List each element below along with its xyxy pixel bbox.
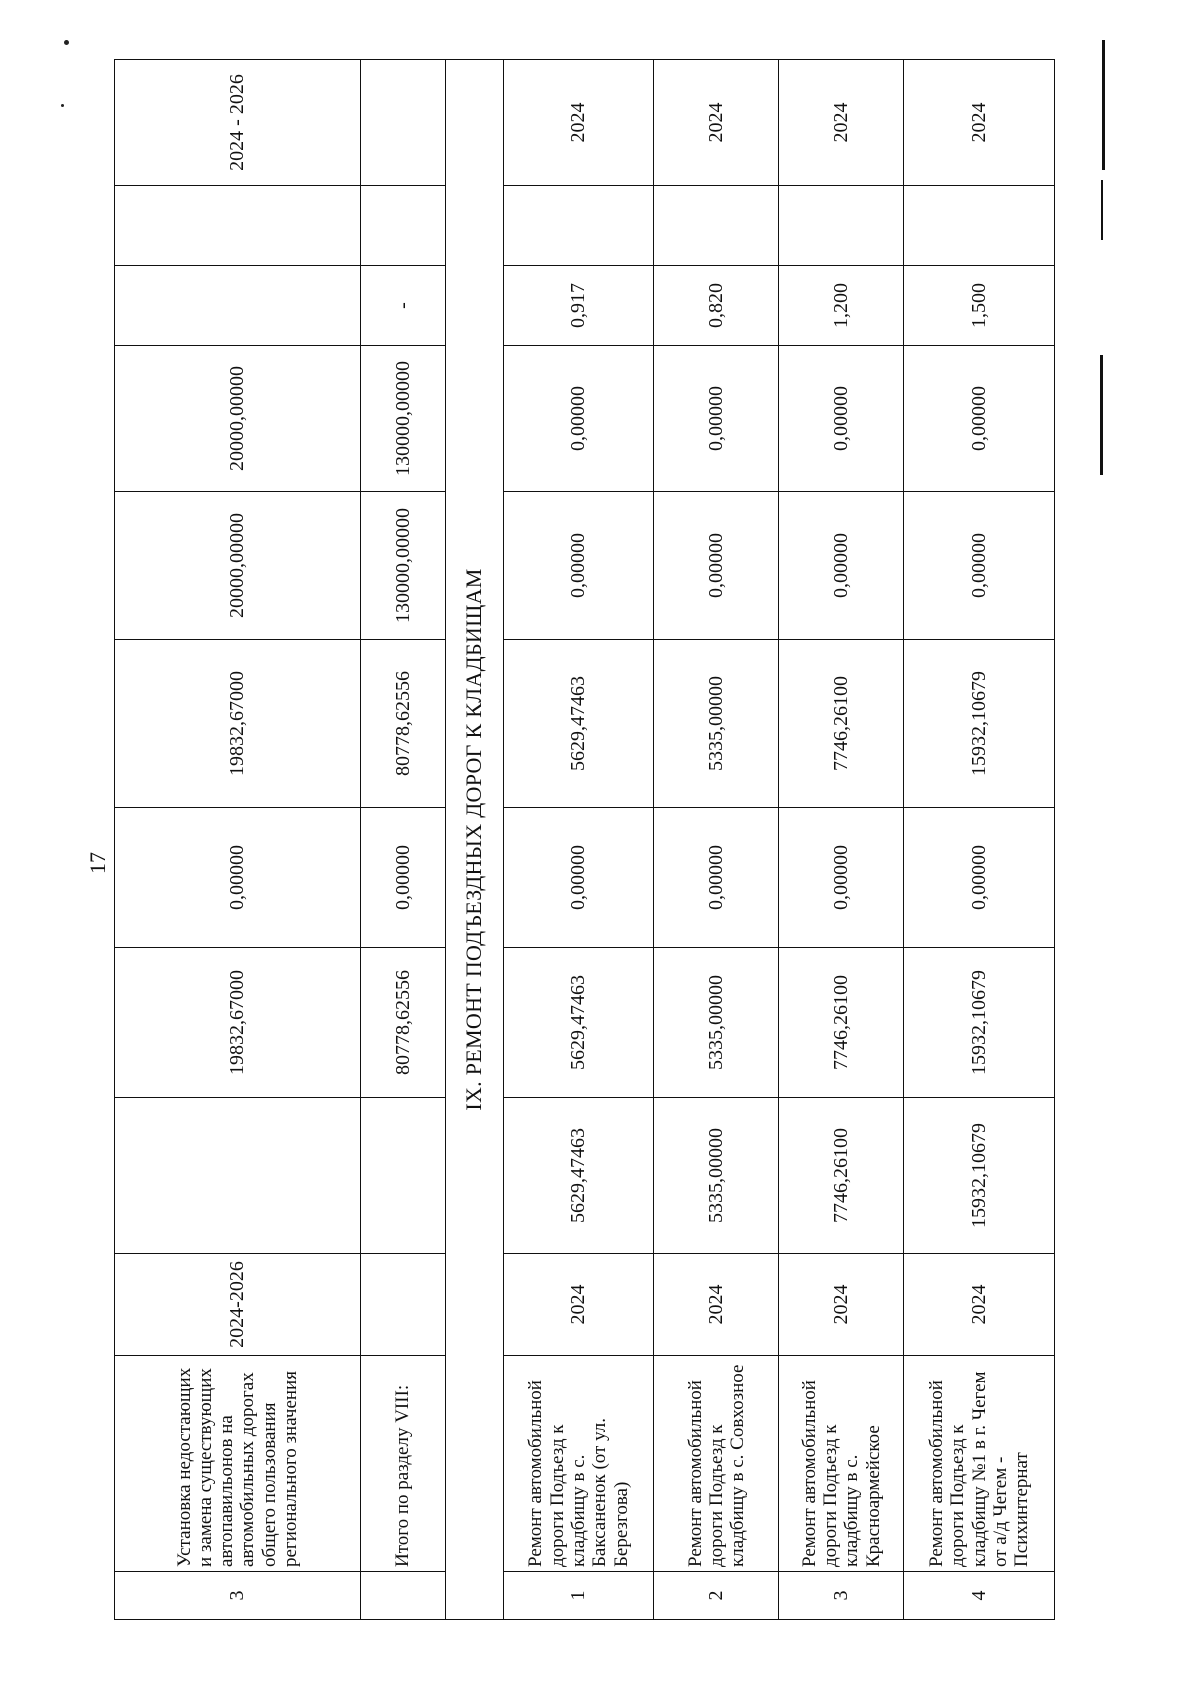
amount-cell: 0,00000	[503, 808, 653, 948]
amount-cell: 0,00000	[503, 492, 653, 640]
amount-cell: 15932,10679	[904, 948, 1055, 1098]
table-row	[360, 60, 445, 1620]
scan-edge-mark	[1100, 355, 1103, 475]
table-row	[654, 60, 779, 1620]
implementation-period: 2024	[779, 1254, 904, 1356]
empty-cell	[360, 186, 445, 266]
empty-cell	[654, 186, 779, 266]
scan-dot	[61, 104, 64, 107]
amount-cell: 20000,00000	[115, 346, 361, 492]
measure-name: Ремонт автомобильной дороги Подъезд к кладбищу в с. Совхозное	[654, 1356, 779, 1572]
amount-cell: 5335,00000	[654, 640, 779, 808]
amount-cell: 7746,26100	[779, 948, 904, 1098]
empty-cell	[779, 186, 904, 266]
amount-cell: 5629,47463	[503, 948, 653, 1098]
amount-cell	[115, 1098, 361, 1254]
amount-cell: 7746,26100	[779, 640, 904, 808]
scan-dot	[64, 40, 69, 45]
table-row	[904, 60, 1055, 1620]
amount-cell: 0,00000	[654, 346, 779, 492]
year-cell: 2024	[503, 60, 653, 186]
amount-cell: 0,00000	[779, 808, 904, 948]
measure-name: Итого по разделу VIII:	[360, 1356, 445, 1572]
amount-cell: 15932,10679	[904, 1098, 1055, 1254]
row-number: 3	[779, 1572, 904, 1620]
amount-cell: 7746,26100	[779, 1098, 904, 1254]
amount-cell: 130000,00000	[360, 492, 445, 640]
budget-table	[114, 59, 1055, 1620]
implementation-period: 2024	[654, 1254, 779, 1356]
budget-table-rotated	[114, 60, 1055, 1620]
amount-cell: 0,00000	[654, 492, 779, 640]
amount-cell: 0,00000	[904, 346, 1055, 492]
amount-cell: 20000,00000	[115, 492, 361, 640]
implementation-period: 2024-2026	[115, 1254, 361, 1356]
length-km-cell: -	[360, 266, 445, 346]
section-header-row	[445, 60, 503, 1620]
year-cell: 2024 - 2026	[115, 60, 361, 186]
year-cell: 2024	[779, 60, 904, 186]
empty-cell	[503, 186, 653, 266]
scan-edge-mark	[1102, 40, 1105, 170]
section-title: IX. РЕМОНТ ПОДЪЕЗДНЫХ ДОРОГ К КЛАДБИЩАМ	[445, 60, 503, 1620]
table-row	[503, 60, 653, 1620]
empty-cell	[115, 186, 361, 266]
length-km-cell: 1,200	[779, 266, 904, 346]
row-number	[360, 1572, 445, 1620]
amount-cell: 0,00000	[654, 808, 779, 948]
amount-cell: 0,00000	[115, 808, 361, 948]
length-km-cell: 0,917	[503, 266, 653, 346]
amount-cell: 0,00000	[503, 346, 653, 492]
empty-cell	[904, 186, 1055, 266]
amount-cell: 19832,67000	[115, 640, 361, 808]
amount-cell: 5629,47463	[503, 640, 653, 808]
amount-cell: 0,00000	[904, 492, 1055, 640]
row-number: 3	[115, 1572, 361, 1620]
amount-cell: 5335,00000	[654, 948, 779, 1098]
length-km-cell: 0,820	[654, 266, 779, 346]
amount-cell: 80778,62556	[360, 948, 445, 1098]
measure-name: Ремонт автомобильной дороги Подъезд к кладбищу №1 в г. Чегем от а/д Чегем - Психинтернат	[904, 1356, 1055, 1572]
length-km-cell: 1,500	[904, 266, 1055, 346]
year-cell: 2024	[654, 60, 779, 186]
length-km-cell	[115, 266, 361, 346]
row-number: 2	[654, 1572, 779, 1620]
amount-cell: 15932,10679	[904, 640, 1055, 808]
amount-cell: 5629,47463	[503, 1098, 653, 1254]
scan-edge-mark	[1101, 180, 1103, 240]
measure-name: Ремонт автомобильной дороги Подъезд к кладбищу в с. Красноармейское	[779, 1356, 904, 1572]
year-cell	[360, 60, 445, 186]
amount-cell: 0,00000	[779, 492, 904, 640]
amount-cell: 0,00000	[360, 808, 445, 948]
amount-cell: 0,00000	[904, 808, 1055, 948]
table-row	[115, 60, 361, 1620]
row-number: 4	[904, 1572, 1055, 1620]
implementation-period	[360, 1254, 445, 1356]
amount-cell: 0,00000	[779, 346, 904, 492]
implementation-period: 2024	[503, 1254, 653, 1356]
row-number: 1	[503, 1572, 653, 1620]
amount-cell: 130000,00000	[360, 346, 445, 492]
amount-cell	[360, 1098, 445, 1254]
amount-cell: 5335,00000	[654, 1098, 779, 1254]
table-row	[779, 60, 904, 1620]
year-cell: 2024	[904, 60, 1055, 186]
measure-name: Установка недостающих и замена существующих автопавильонов на автомобильных дорогах общего пользования регионального значения	[115, 1356, 361, 1572]
amount-cell: 80778,62556	[360, 640, 445, 808]
measure-name: Ремонт автомобильной дороги Подъезд к кладбищу в с. Баксаненок (от ул. Березгова)	[503, 1356, 653, 1572]
implementation-period: 2024	[904, 1254, 1055, 1356]
amount-cell: 19832,67000	[115, 948, 361, 1098]
page-number: 17	[85, 852, 110, 874]
